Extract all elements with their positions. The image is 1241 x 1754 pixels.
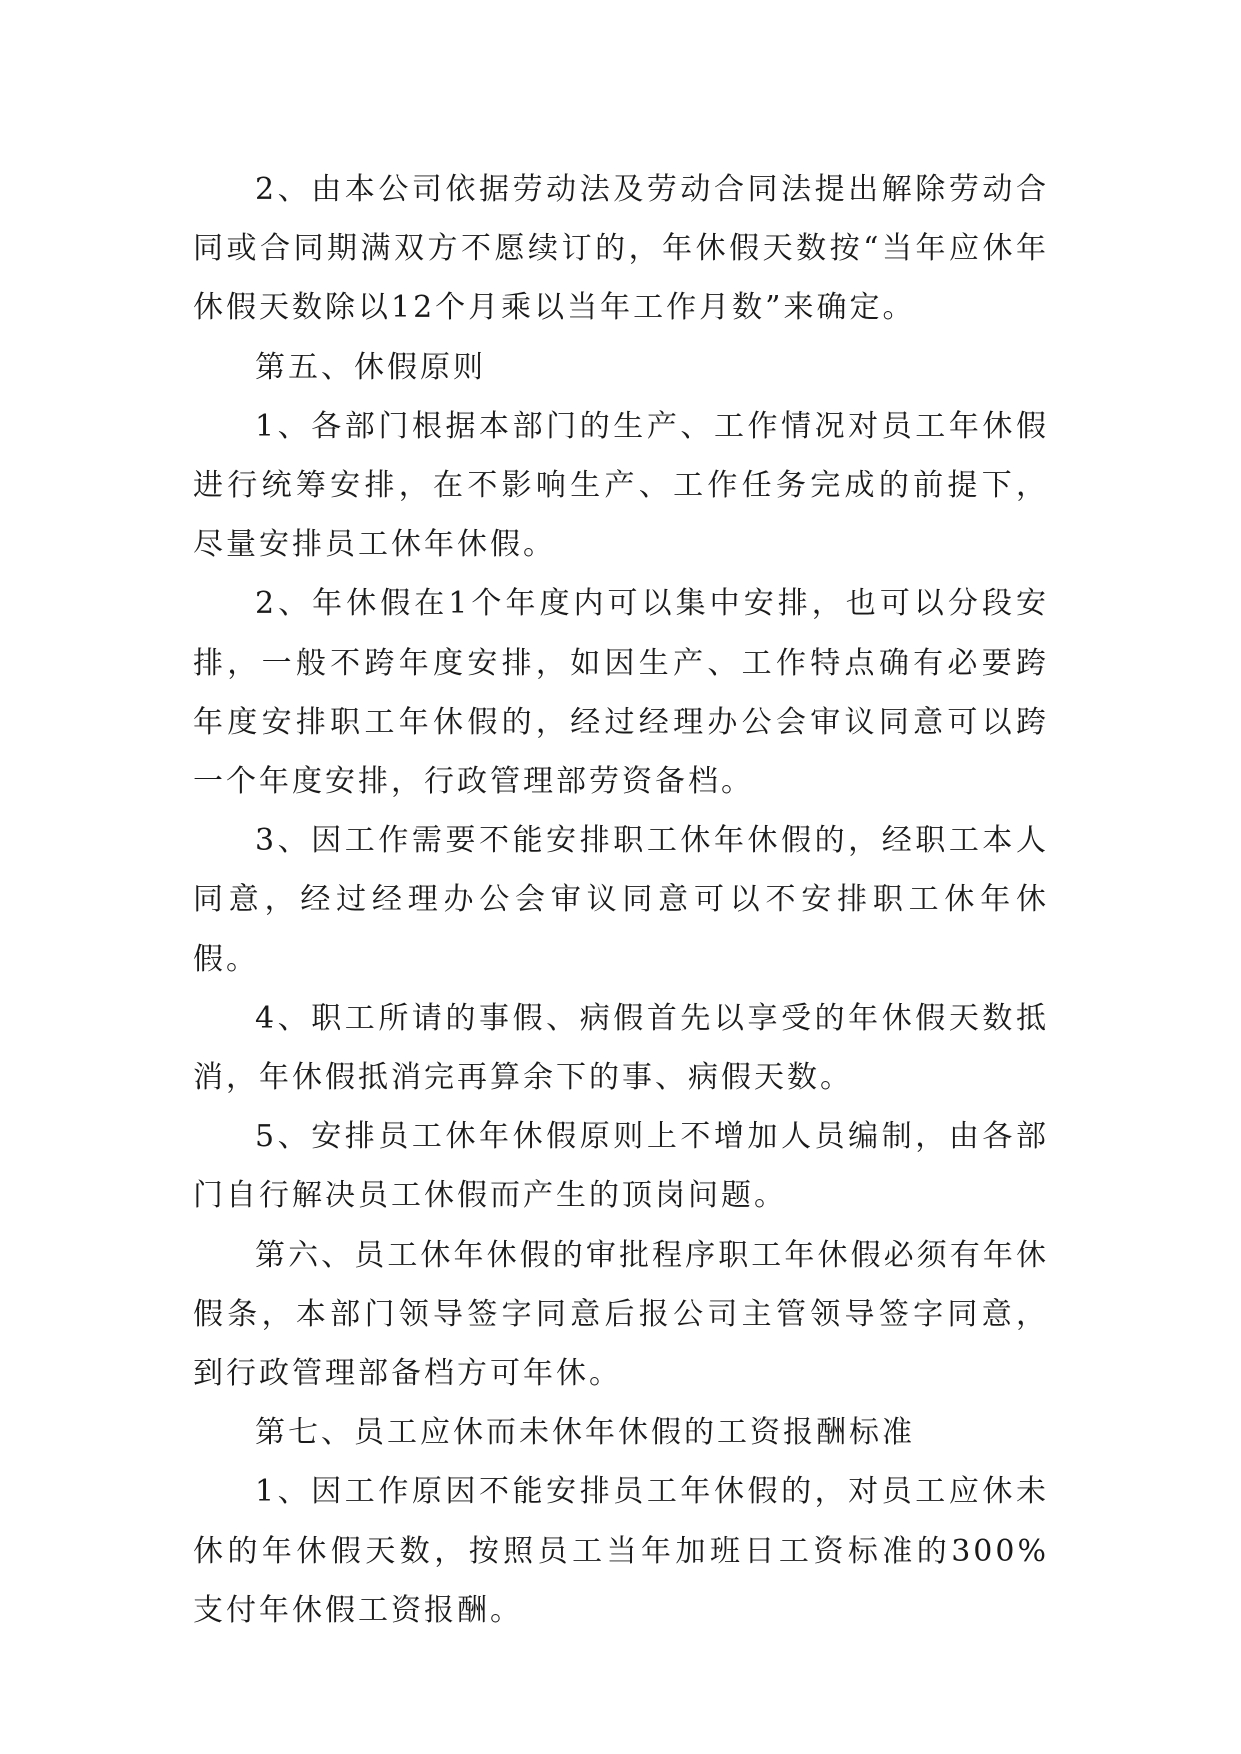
paragraph-section-six: 第六、员工休年休假的审批程序职工年休假必须有年休假条，本部门领导签字同意后报公司主管领导签字同意，到行政管理部备档方可年休。 bbox=[193, 1237, 1049, 1392]
paragraph-rule-5: 5、安排员工休年休假原则上不增加人员编制，由各部门自行解决员工休假而产生的顶岗问题。 bbox=[193, 1119, 1049, 1214]
document-body bbox=[193, 160, 1049, 1640]
heading-section-five: 第五、休假原则 bbox=[255, 349, 486, 385]
paragraph-pay-rule-1: 1、因工作原因不能安排员工年休假的，对员工应休未休的年休假天数，按照员工当年加班日工资标准的300%支付年休假工资报酬。 bbox=[193, 1474, 1049, 1628]
heading-section-seven: 第七、员工应休而未休年休假的工资报酬标准 bbox=[255, 1415, 915, 1451]
paragraph-termination-leave: 2、由本公司依据劳动法及劳动合同法提出解除劳动合同或合同期满双方不愿续订的，年休假天数按“当年应休年休假天数除以12个月乘以当年工作月数”来确定。 bbox=[193, 172, 1049, 326]
paragraph-rule-1: 1、各部门根据本部门的生产、工作情况对员工年休假进行统筹安排，在不影响生产、工作任务完成的前提下，尽量安排员工休年休假。 bbox=[193, 408, 1049, 563]
paragraph-rule-2: 2、年休假在1个年度内可以集中安排，也可以分段安排，一般不跨年度安排，如因生产、工作特点确有必要跨年度安排职工年休假的，经过经理办公会审议同意可以跨一个年度安排，行政管理部劳资备档。 bbox=[193, 586, 1049, 800]
paragraph-rule-3: 3、因工作需要不能安排职工休年休假的，经职工本人同意，经过经理办公会审议同意可以不安排职工休年休假。 bbox=[193, 823, 1049, 977]
paragraph-rule-4: 4、职工所请的事假、病假首先以享受的年休假天数抵消，年休假抵消完再算余下的事、病假天数。 bbox=[193, 1000, 1049, 1096]
